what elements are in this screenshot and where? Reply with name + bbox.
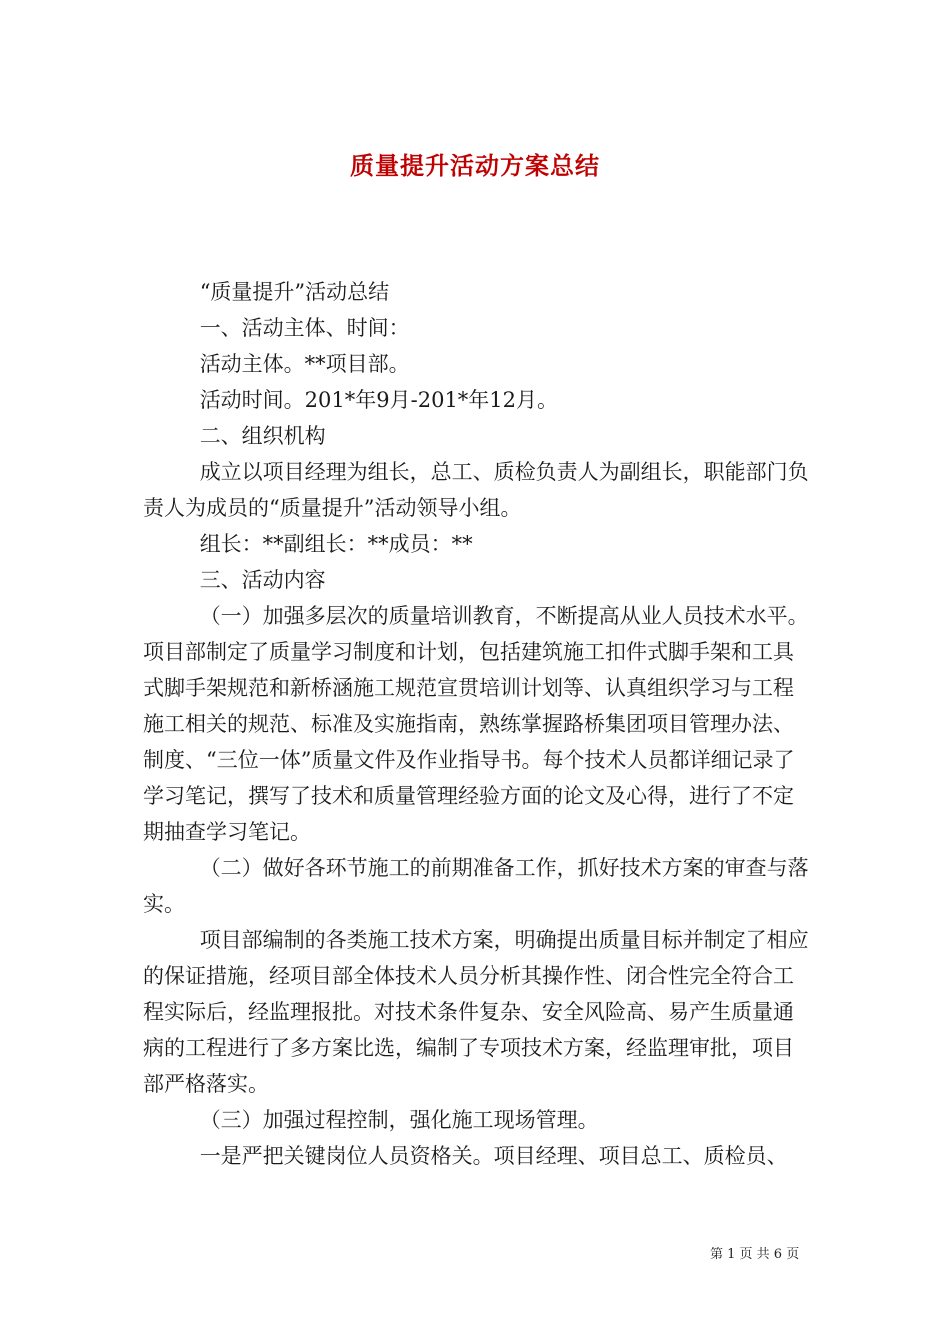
- paragraph-section-1: 一、活动主体、时间：: [199, 316, 410, 340]
- paragraph-members: 组长：**副组长：**成员：**: [199, 532, 473, 556]
- paragraph-qualification: 一是严把关键岗位人员资格关。项目经理、项目总工、质检员、: [199, 1144, 788, 1168]
- paragraph-section-3: 三、活动内容: [199, 568, 326, 592]
- paragraph-process-control: （三）加强过程控制，强化施工现场管理。: [199, 1108, 599, 1132]
- paragraph-subject: 活动主体。**项目部。: [199, 352, 410, 376]
- paragraph-technical-plan: 项目部编制的各类施工技术方案，明确提出质量目标并制定了相应的保证措施，经项目部全体技术人员分析其操作性、闭合性完全符合工程实际后，经监理报批。对技术条件复杂、安全风险高、易产生质量通病的工程进行了多方案比选，编制了专项技术方案，经监理审批，项目部严格落实。: [143, 928, 809, 1096]
- paragraph-preparation: （二）做好各环节施工的前期准备工作，抓好技术方案的审查与落实。: [143, 856, 809, 916]
- paragraph-organization: 成立以项目经理为组长，总工、质检负责人为副组长，职能部门负责人为成员的“质量提升”活动领导小组。: [143, 460, 809, 520]
- document-body: [143, 274, 811, 1174]
- paragraph-section-2: 二、组织机构: [199, 424, 326, 448]
- page-number: 第 1 页 共 6 页: [710, 1247, 800, 1262]
- paragraph-summary-heading: “质量提升”活动总结: [199, 280, 390, 304]
- paragraph-training: （一）加强多层次的质量培训教育，不断提高从业人员技术水平。项目部制定了质量学习制度和计划，包括建筑施工扣件式脚手架和工具式脚手架规范和新桥涵施工规范宣贯培训计划等、认真组织学习与工程施工相关的规范、标准及实施指南，熟练掌握路桥集团项目管理办法、制度、“三位一体”质量文件及作业指导书。每个技术人员都详细记录了学习笔记，撰写了技术和质量管理经验方面的论文及心得，进行了不定期抽查学习笔记。: [143, 604, 809, 844]
- paragraph-time: 活动时间。201*年9月-201*年12月。: [199, 388, 559, 412]
- document-title: 质量提升活动方案总结: [350, 151, 600, 181]
